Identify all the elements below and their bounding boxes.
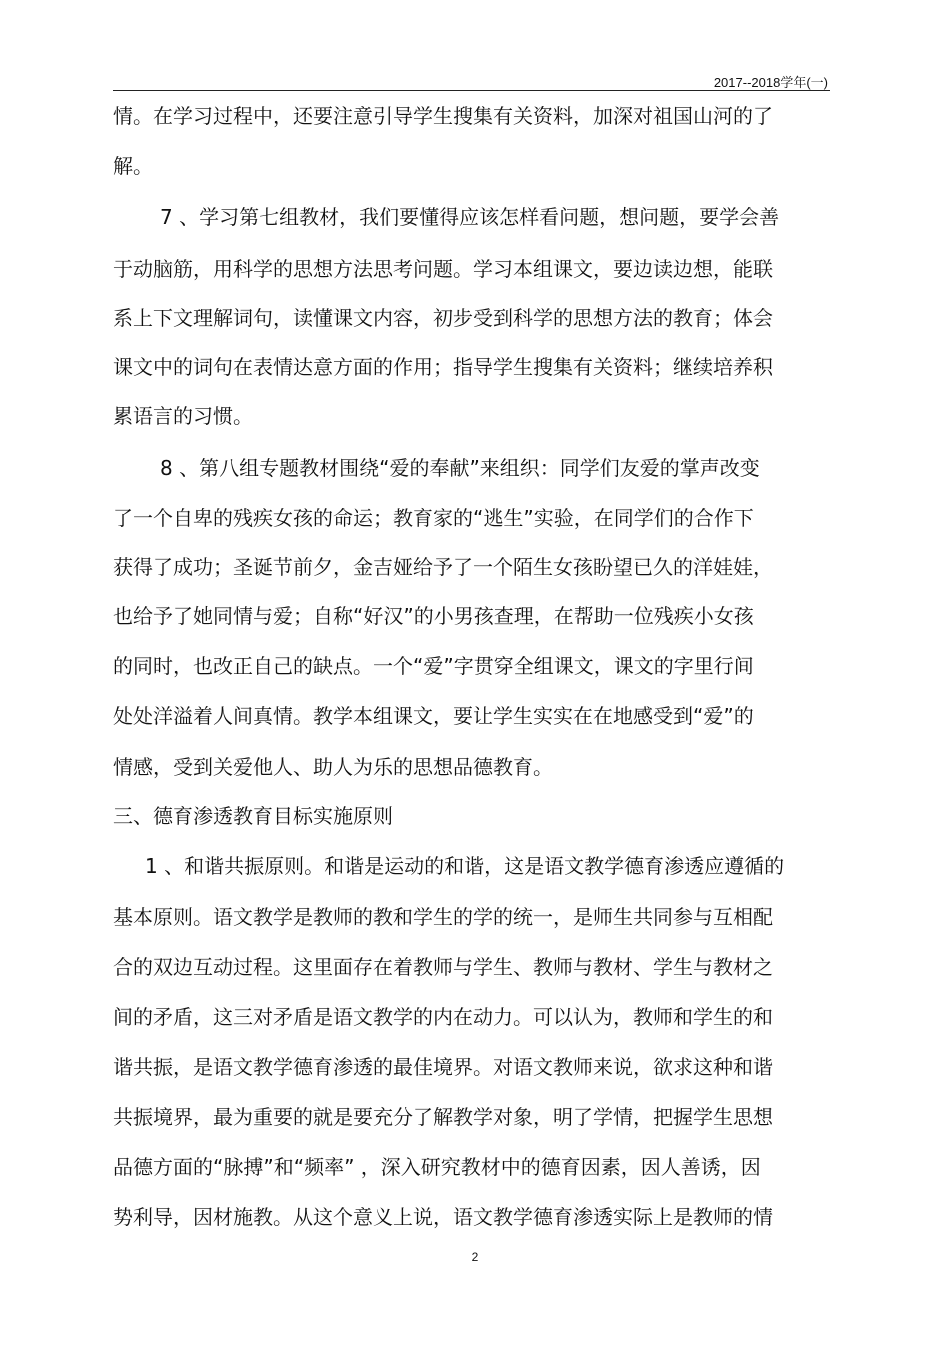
text-line: 7 、学习第七组教材，我们要懂得应该怎样看问题，想问题，要学会善 — [160, 205, 780, 229]
page-header — [113, 70, 830, 91]
text-line: 于动脑筋，用科学的思想方法思考问题。学习本组课文，要边读边想，能联 — [113, 257, 773, 281]
text-line: 处处洋溢着人间真情。教学本组课文，要让学生实实在在地感受到“爱”的 — [113, 704, 754, 728]
text-line: 1 、和谐共振原则。和谐是运动的和谐，这是语文教学德育渗透应遵循的 — [145, 854, 785, 878]
text-line: 品德方面的“脉搏”和“频率” ，深入研究教材中的德育因素，因人善诱，因 — [113, 1155, 761, 1179]
text-line: 课文中的词句在表情达意方面的作用；指导学生搜集有关资料；继续培养积 — [113, 355, 773, 379]
text-line: 也给予了她同情与爱；自称“好汉”的小男孩查理，在帮助一位残疾小女孩 — [113, 604, 754, 628]
text-line: 合的双边互动过程。这里面存在着教师与学生、教师与教材、学生与教材之 — [113, 955, 773, 979]
text-line: 8 、第八组专题教材围绕“爱的奉献”来组织：同学们友爱的掌声改变 — [160, 456, 760, 480]
text-line: 情感，受到关爱他人、助人为乐的思想品德教育。 — [113, 755, 553, 779]
text-line: 了一个自卑的残疾女孩的命运；教育家的“逃生”实验，在同学们的合作下 — [113, 506, 754, 530]
text-line: 累语言的习惯。 — [113, 404, 253, 428]
text-line: 系上下文理解词句，读懂课文内容，初步受到科学的思想方法的教育；体会 — [113, 306, 773, 330]
text-line: 谐共振，是语文教学德育渗透的最佳境界。对语文教师来说，欲求这种和谐 — [113, 1055, 773, 1079]
text-line: 解。 — [113, 154, 153, 178]
header-title: 2017--2018学年(一) — [713, 75, 828, 90]
text-line: 基本原则。语文教学是教师的教和学生的学的统一，是师生共同参与互相配 — [113, 905, 773, 929]
text-line: 的同时，也改正自己的缺点。一个“爱”字贯穿全组课文，课文的字里行间 — [113, 654, 754, 678]
page-number: 2 — [471, 1250, 479, 1264]
text-line: 获得了成功；圣诞节前夕，金吉娅给予了一个陌生女孩盼望已久的洋娃娃， — [113, 555, 773, 579]
text-line: 情。在学习过程中，还要注意引导学生搜集有关资料，加深对祖国山河的了 — [113, 104, 773, 128]
text-line: 间的矛盾，这三对矛盾是语文教学的内在动力。可以认为，教师和学生的和 — [113, 1005, 773, 1029]
text-line: 共振境界，最为重要的就是要充分了解教学对象，明了学情，把握学生思想 — [113, 1105, 773, 1129]
section-heading: 三、德育渗透教育目标实施原则 — [113, 804, 393, 828]
text-line: 势利导，因材施教。从这个意义上说，语文教学德育渗透实际上是教师的情 — [113, 1205, 773, 1229]
